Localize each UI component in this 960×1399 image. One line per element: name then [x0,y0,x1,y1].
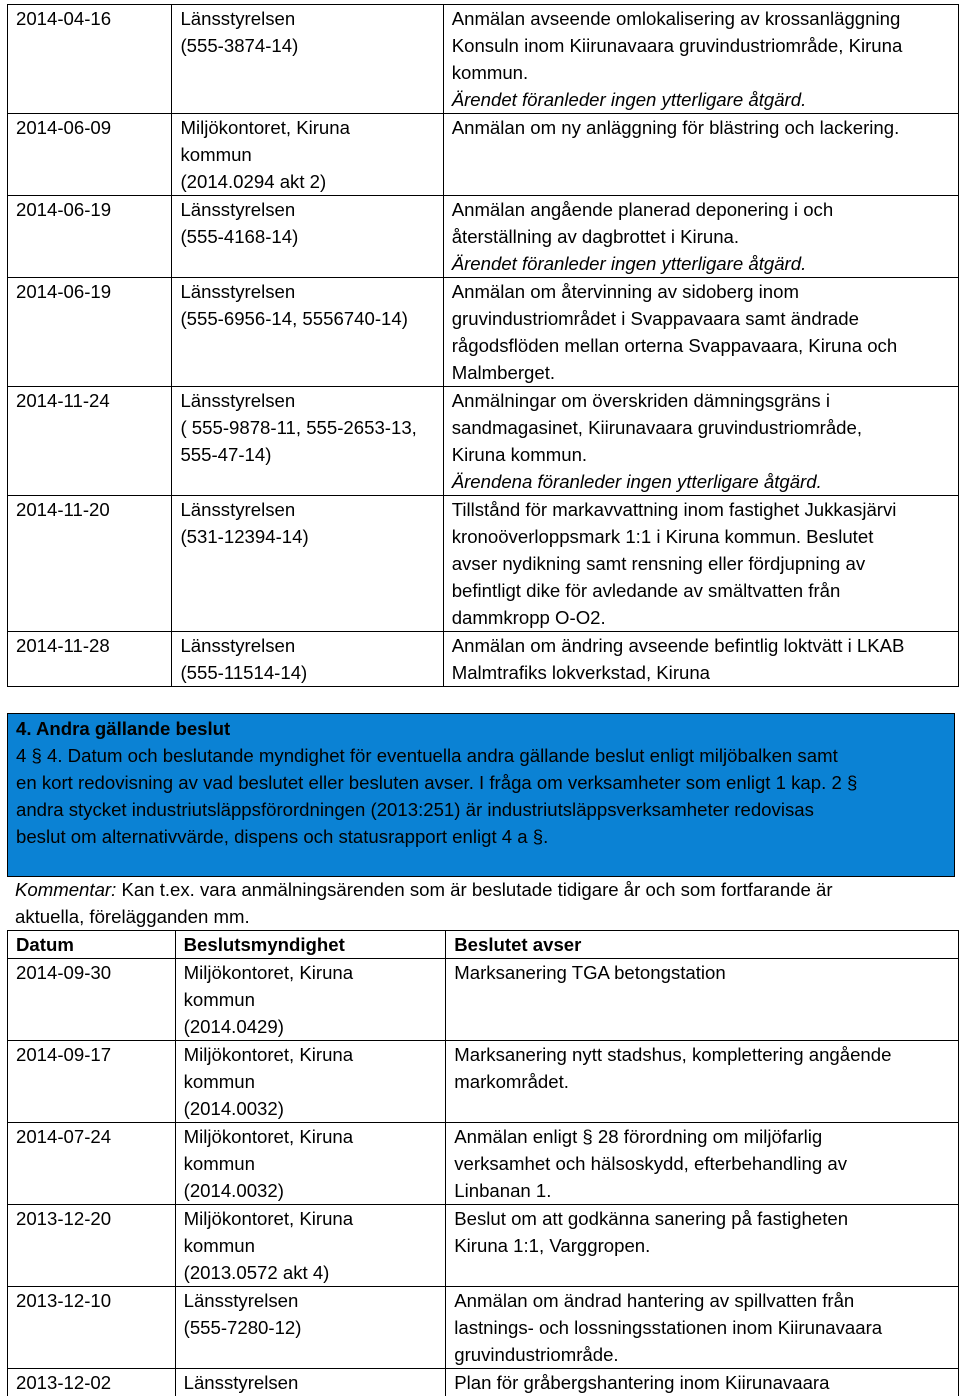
cell-line: kronoöverloppsmark 1:1 i Kiruna kommun. Beslutet [451,526,874,547]
cell-line: (531-12394-14) [180,526,309,547]
cell-line: Anmälan enligt § 28 förordning om miljöfarlig [454,1126,823,1147]
date-cell: 2013-12-20 [8,1205,176,1287]
cell-line: (2014.0032) [183,1180,284,1201]
cell-line: Linbanan 1. [454,1180,552,1201]
date-cell: 2013-12-02 [8,1369,176,1397]
cell-line: Plan för gråbergshantering inom Kiirunavaara [454,1372,830,1393]
comment-text: Kan t.ex. vara anmälningsärenden som är beslutade tidigare år och som fortfarande är [116,879,833,900]
cell-line: (555-11514-14) [180,662,308,683]
cell-line: Anmälan om återvinning av sidoberg inom [451,281,799,302]
cell-line: Marksanering nytt stadshus, komplettering angående [454,1044,892,1065]
table-row [8,278,959,387]
cell-line: dammkropp O-O2. [451,607,606,628]
date-cell: 2013-12-10 [8,1287,176,1369]
cell-line: kommun [183,1235,255,1256]
cell-line: Konsuln inom Kiirunavaara gruvindustriområde, Kiruna [451,35,903,56]
cell-line: (555-7280-12) [183,1317,302,1338]
authority-cell [175,1205,446,1287]
cell-line: (555-4168-14) [180,226,299,247]
description-cell [446,1287,959,1369]
cell-line: 555-47-14) [180,444,272,465]
cell-line: Anmälan om ny anläggning för blästring och lackering. [451,117,900,138]
table-row [8,1123,959,1205]
description-cell [446,1205,959,1287]
cell-line: (2013.0572 akt 4) [183,1262,330,1283]
table-row [8,1369,959,1397]
section-4-body-line: andra stycket industriutsläppsförordningen (2013:251) är industriutsläppsverksamheter redovisas [16,799,814,820]
comment-line-2: aktuella, förelägganden mm. [15,906,250,927]
cell-line: kommun [183,1071,255,1092]
cell-line: markområdet. [454,1071,569,1092]
authority-cell [172,387,443,496]
cell-line: Miljökontoret, Kiruna [183,1126,354,1147]
table-row [8,196,959,278]
cell-line: rågodsflöden mellan orterna Svappavaara, Kiruna och [451,335,898,356]
date-cell: 2014-07-24 [8,1123,176,1205]
cell-line: avser nydikning samt rensning eller fördjupning av [451,553,866,574]
cell-line: (555-3874-14) [180,35,299,56]
cell-line: Länsstyrelsen [180,199,296,220]
header-date: Datum [8,931,176,959]
previous-decisions-table [7,4,959,687]
cell-line: Kiruna kommun. [451,444,588,465]
cell-line: Länsstyrelsen [180,281,296,302]
cell-line: Miljökontoret, Kiruna [183,962,354,983]
authority-cell [172,496,443,632]
description-cell [446,959,959,1041]
cell-line: ( 555-9878-11, 555-2653-13, [180,417,417,438]
cell-line: återställning av dagbrottet i Kiruna. [451,226,740,247]
section-4-other-decisions [7,713,955,877]
cell-line: Tillstånd för markavvattning inom fastighet Jukkasjärvi [451,499,897,520]
comment-label: Kommentar: [15,879,117,900]
cell-line: Beslut om att godkänna sanering på fastigheten [454,1208,849,1229]
date-cell: 2014-09-30 [8,959,176,1041]
date-cell: 2014-06-19 [8,196,172,278]
authority-cell [175,1123,446,1205]
cell-line: Ärendena föranleder ingen ytterligare åtgärd. [451,471,822,492]
cell-line: (555-6956-14, 5556740-14) [180,308,408,329]
cell-line: (2014.0294 akt 2) [180,171,327,192]
comment-line-1 [15,876,950,903]
authority-cell [175,1369,446,1397]
cell-line: Länsstyrelsen [180,499,296,520]
authority-cell [172,278,443,387]
cell-line: kommun. [451,62,529,83]
authority-cell [172,632,443,687]
section-4-body-line: beslut om alternativvärde, dispens och statusrapport enligt 4 a §. [16,826,549,847]
cell-line: Marksanering TGA betongstation [454,962,726,983]
cell-line: Anmälan avseende omlokalisering av krossanläggning [451,8,901,29]
cell-line: Anmälningar om överskriden dämningsgräns i [451,390,830,411]
cell-line: kommun [183,1153,255,1174]
date-cell: 2014-06-19 [8,278,172,387]
cell-line: Miljökontoret, Kiruna [180,117,350,138]
section-4-heading: 4. Andra gällande beslut [16,718,231,739]
cell-line: lastnings- och lossningsstationen inom Kiirunavaara [454,1317,883,1338]
cell-line: kommun [183,989,255,1010]
table-row [8,1041,959,1123]
description-cell [446,1041,959,1123]
cell-line: (2014.0032) [183,1098,284,1119]
description-cell [446,1123,959,1205]
cell-line: Länsstyrelsen [180,635,296,656]
description-cell [443,196,958,278]
cell-line: Ärendet föranleder ingen ytterligare åtgärd. [451,253,807,274]
cell-line: Länsstyrelsen [183,1372,299,1393]
description-cell [443,387,958,496]
date-cell: 2014-11-24 [8,387,172,496]
cell-line: Ärendet föranleder ingen ytterligare åtgärd. [451,89,807,110]
table-row [8,5,959,114]
cell-line: Kiruna 1:1, Varggropen. [454,1235,651,1256]
date-cell: 2014-04-16 [8,5,172,114]
header-authority: Beslutsmyndighet [175,931,446,959]
other-decisions-table [7,930,959,1396]
cell-line: (2014.0429) [183,1016,284,1037]
description-cell [443,632,958,687]
cell-line: Länsstyrelsen [183,1290,299,1311]
header-description: Beslutet avser [446,931,959,959]
description-cell [446,1369,959,1397]
cell-line: Malmberget. [451,362,556,383]
date-cell: 2014-09-17 [8,1041,176,1123]
authority-cell [175,959,446,1041]
date-cell: 2014-06-09 [8,114,172,196]
cell-line: Länsstyrelsen [180,8,296,29]
section-4-body-line: 4 § 4. Datum och beslutande myndighet för eventuella andra gällande beslut enligt miljöbalken samt [16,745,838,766]
cell-line: Anmälan om ändring avseende befintlig loktvätt i LKAB [451,635,905,656]
authority-cell [175,1287,446,1369]
description-cell [443,496,958,632]
table-row [8,1205,959,1287]
cell-line: Miljökontoret, Kiruna [183,1044,354,1065]
table-row [8,1287,959,1369]
date-cell: 2014-11-28 [8,632,172,687]
cell-line: Anmälan angående planerad deponering i och [451,199,834,220]
table-row [8,959,959,1041]
cell-line: Anmälan om ändrad hantering av spillvatten från [454,1290,855,1311]
table-row [8,387,959,496]
authority-cell [172,5,443,114]
cell-line: Länsstyrelsen [180,390,296,411]
cell-line: Miljökontoret, Kiruna [183,1208,354,1229]
description-cell [443,114,958,196]
cell-line: gruvindustriområde. [454,1344,619,1365]
cell-line: kommun [180,144,252,165]
authority-cell [172,196,443,278]
table-row [8,632,959,687]
description-cell [443,5,958,114]
section-4-body-line: en kort redovisning av vad beslutet eller besluten avser. I fråga om verksamheter som enligt 1 kap. 2 § [16,772,858,793]
table-row [8,114,959,196]
authority-cell [175,1041,446,1123]
table-header-row [8,931,959,959]
cell-line: sandmagasinet, Kiirunavaara gruvindustriområde, [451,417,863,438]
date-cell: 2014-11-20 [8,496,172,632]
cell-line: verksamhet och hälsoskydd, efterbehandling av [454,1153,848,1174]
cell-line: befintligt dike för avledande av smältvatten från [451,580,841,601]
authority-cell [172,114,443,196]
cell-line: Malmtrafiks lokverkstad, Kiruna [451,662,711,683]
comment-block [15,876,950,930]
description-cell [443,278,958,387]
cell-line: gruvindustriområdet i Svappavaara samt ändrade [451,308,859,329]
table-row [8,496,959,632]
